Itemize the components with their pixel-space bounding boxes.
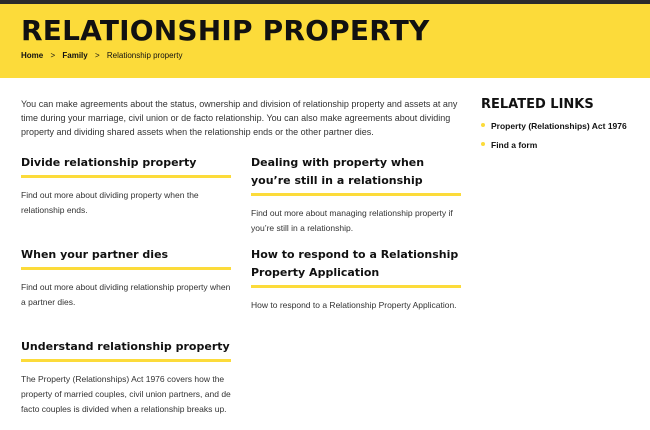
card-understand-relationship-property (21, 338, 231, 417)
related-link-item (481, 139, 646, 151)
breadcrumb-separator: > (50, 51, 56, 60)
related-link-item (481, 120, 646, 132)
intro-paragraph: You can make agreements about the status, ownership and division of relationship property and assets at any time during your marriage, civil union or de facto relationship. You can also make agreements about dividing property and dividing shared assets when the relationship ends or the other partner dies. (21, 99, 458, 137)
card-divide-relationship-property (21, 154, 231, 218)
card-description: Find out more about dividing property when the relationship ends. (21, 190, 199, 215)
page-title: RELATIONSHIP PROPERTY (21, 14, 430, 47)
breadcrumb-current-page: Relationship property (106, 51, 183, 60)
related-links-list (481, 120, 646, 151)
breadcrumb-home-link[interactable]: Home (21, 51, 44, 60)
related-link-property-act[interactable]: Property (Relationships) Act 1976 (491, 121, 627, 131)
card-description: How to respond to a Relationship Property Application. (251, 300, 457, 310)
related-link-find-a-form[interactable]: Find a form (491, 140, 538, 150)
card-description: Find out more about managing relationship property if you’re still in a relationship. (251, 208, 453, 233)
bullet-icon (481, 142, 485, 146)
card-dealing-with-property (251, 154, 461, 236)
page-header-banner (0, 4, 650, 78)
related-links-heading: RELATED LINKS (481, 97, 594, 112)
card-title-link[interactable]: When your partner dies (21, 246, 231, 270)
breadcrumb-separator: > (94, 51, 100, 60)
card-when-your-partner-dies (21, 246, 231, 310)
card-title-link[interactable]: Understand relationship property (21, 338, 231, 362)
card-title-link[interactable]: Dealing with property when you’re still in a relationship (251, 154, 461, 196)
related-links-panel (481, 96, 646, 158)
bullet-icon (481, 123, 485, 127)
card-respond-to-application (251, 246, 461, 313)
breadcrumb (21, 51, 182, 60)
card-title-link[interactable]: Divide relationship property (21, 154, 231, 178)
card-description: The Property (Relationships) Act 1976 covers how the property of married couples, civil union partners, and de facto couples is divided when a relationship breaks up. (21, 374, 231, 414)
card-title-link[interactable]: How to respond to a Relationship Property Application (251, 246, 461, 288)
card-description: Find out more about dividing relationship property when a partner dies. (21, 282, 231, 307)
breadcrumb-family-link[interactable]: Family (62, 51, 88, 60)
